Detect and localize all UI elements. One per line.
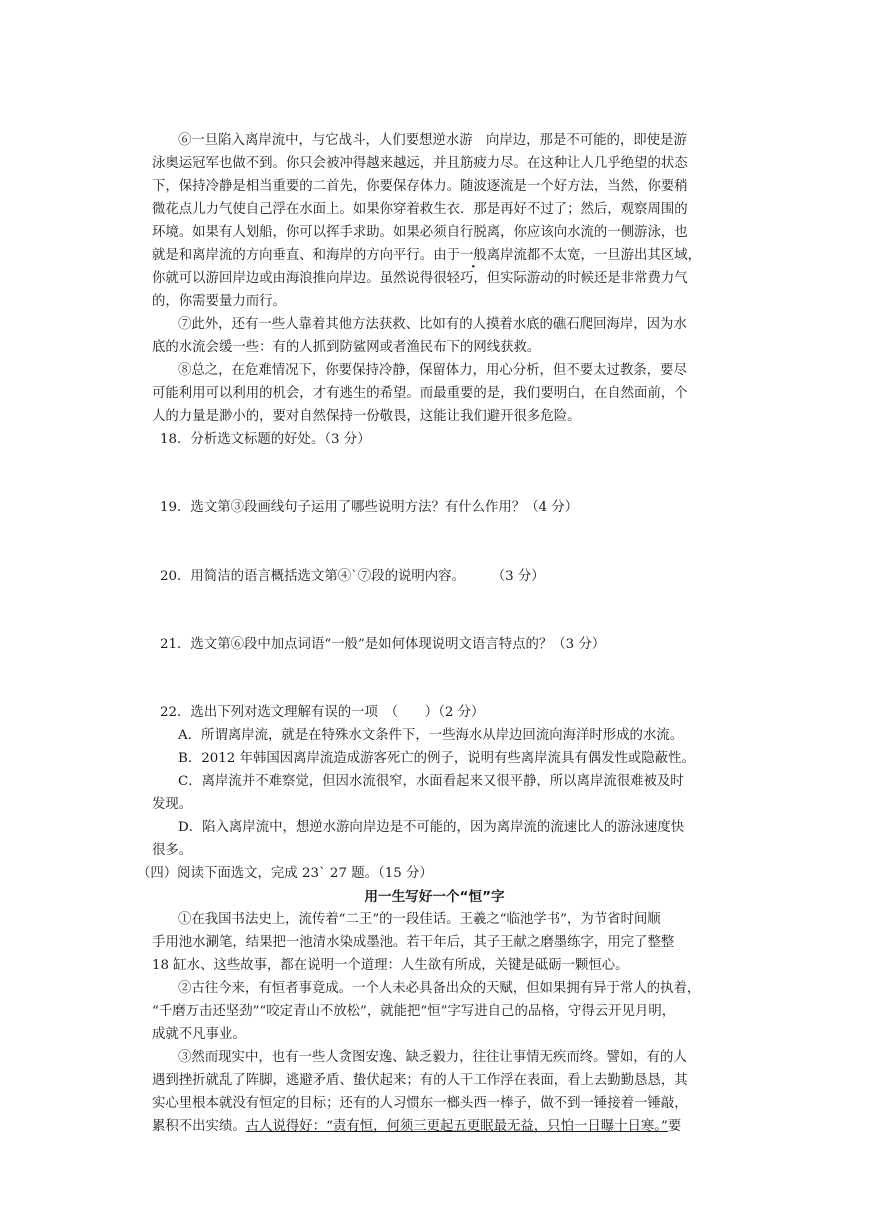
s4-p3-line-1: ③然而现实中，也有一些人贪图安逸、缺乏毅力，往往让事情无疾而终。譬如，有的人	[178, 1050, 687, 1065]
question-18: 18．分析选文标题的好处。（3 分）	[160, 432, 371, 447]
p6-line-4: 微花点儿力气使自己浮在水面上。如果你穿着救生衣．那是再好不过了；然后，观察周围的	[152, 202, 688, 217]
s4-p2-line-2: “千磨万击还坚劲”“咬定青山不放松”，就能把“恒”字写进自己的品格，守得云开见月明，	[152, 1004, 676, 1019]
question-19: 19．选文第③段画线句子运用了哪些说明方法？有什么作用？（4 分）	[160, 500, 579, 515]
question-21: 21．选文第⑥段中加点词语“一般”是如何体现说明文语言特点的？（3 分）	[160, 637, 606, 652]
question-22: 22．选出下列对选文理解有误的一项 （ ）（2 分）	[160, 705, 485, 720]
p6-line-2: 泳奥运冠军也做不到。你只会被冲得越来越远，并且筋疲力尽。在这种让人几乎绝望的状态	[152, 156, 688, 171]
option-c-line-2: 发现。	[152, 797, 193, 812]
underlined-quote: 古人说得好：“责有恒，何须三更起五更眠最无益，只怕一日曝十日寒。”	[245, 1119, 668, 1134]
option-b: B．2012 年韩国因离岸流造成游客死亡的例子，说明有些离岸流具有偶发性或隐蔽性。	[178, 751, 695, 766]
p6-line-1: ⑥一旦陷入离岸流中，与它战斗，人们要想逆水游 向岸边，那是不可能的，即使是游	[178, 133, 687, 148]
s4-p1-line-1: ①在我国书法史上，流传着“二王”的一段佳话。王羲之“临池学书”，为节省时间顺	[178, 912, 661, 927]
p6-line-3: 下，保持冷静是相当重要的二首先，你要保存体力。随波逐流是一个好方法，当然，你要稍	[152, 179, 688, 194]
p6-line-6-b: 离岸流都不太宽，一旦游出其区域，	[486, 248, 702, 263]
p6-line-7: 你就可以游回岸边或由海浪推向岸边。虽然说得很轻巧，但实际游动的时候还是非常费力气	[152, 271, 688, 286]
s4-p3-line-4-b: 要	[667, 1119, 682, 1134]
s4-p2-line-1: ②古往今来，有恒者事竟成。一个人未必具备出众的天赋，但如果拥有异于常人的执着，	[178, 981, 701, 996]
dotted-word-yiban: 一般	[459, 248, 487, 263]
question-20: 20．用简洁的语言概括选文第④`⑦段的说明内容。 （3 分）	[160, 569, 545, 584]
p8-line-1: ⑧总之，在危难情况下，你要保持冷静，保留体力，用心分析，但不要太过教条，要尽	[178, 363, 687, 378]
s4-p3-line-2: 遇到挫折就乱了阵脚，逃避矛盾、蛰伏起来；有的人干工作浮在表面，看上去勤勤恳恳，其	[152, 1073, 688, 1088]
s4-p1-line-2: 手用池水涮笔，结果把一池清水染成墨池。若干年后，其子王献之磨墨练字，用完了整整	[152, 935, 675, 950]
option-d-line-2: 很多。	[152, 843, 193, 858]
s4-p3-line-4-a: 累积不出实绩。	[152, 1119, 246, 1134]
article-title: 用一生写好一个“恒”字	[364, 889, 505, 905]
option-d-line-1: D．陷入离岸流中，想逆水游向岸边是不可能的，因为离岸流的流速比人的游泳速度快	[178, 820, 685, 835]
s4-p3-line-4	[152, 1117, 681, 1137]
p7-line-2: 底的水流会缓一些：有的人抓到防鲨网或者渔民布下的网线获救。	[152, 340, 541, 355]
option-c-line-1: C．离岸流并不难察觉，但因水流很窄，水面看起来又很平静，所以离岸流很难被及时	[178, 774, 684, 789]
p6-line-8: 的，你需要量力而行。	[152, 294, 286, 309]
p8-line-3: 人的力量是渺小的，要对自然保持一份敬畏，这能让我们避开很多危险。	[152, 409, 581, 424]
p7-line-1: ⑦此外，还有一些人靠着其他方法获救、比如有的人摸着水底的礁石爬回海岸，因为水	[178, 317, 687, 332]
option-a: A．所谓离岸流，就是在特殊水文条件下，一些海水从岸边回流向海洋时形成的水流。	[178, 728, 684, 743]
p6-line-6-a: 就是和离岸流的方向垂直、和海岸的方向平行。由于	[152, 248, 460, 263]
p6-line-6	[152, 246, 701, 266]
p8-line-2: 可能利用可以利用的机会，才有逃生的希望。而最重要的是，我们要明白，在自然面前，个	[152, 386, 688, 401]
s4-p3-line-3: 实心里根本就没有恒定的目标；还有的人习惯东一榔头西一棒子，做不到一锤接着一锤敲，	[152, 1096, 688, 1111]
p6-line-5: 环境。如果有人划船，你可以挥手求助。如果必须自行脱离，你应该向水流的一侧游泳，也	[152, 225, 688, 240]
s4-p1-line-3: 18 缸水、这些故事，都在说明一个道理：人生欲有所成，关键是砥砺一颗恒心。	[152, 958, 629, 973]
section-4-heading: （四）阅读下面选文，完成 23` 27 题。（15 分）	[137, 866, 433, 881]
s4-p2-line-3: 成就不凡事业。	[152, 1027, 246, 1042]
